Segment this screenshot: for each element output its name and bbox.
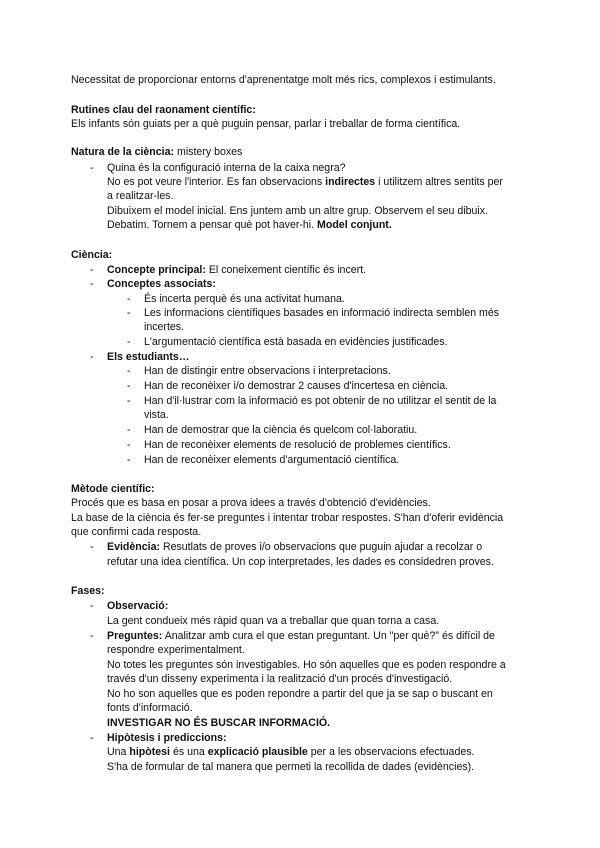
observacio-text: La gent condueix més ràpid quan va a treballar que quan torna a casa. (107, 615, 440, 627)
metode-line-1: Procés que es basa en posar a prova idees a través d'obtenció d'evidències. (71, 497, 431, 509)
evidencia-line-2: refutar una idea científica. Un cop interpretades, les dades es considedren proves. (107, 556, 494, 568)
bullet-dash: - (90, 630, 94, 642)
estudiant-item: Han de reconèixer elements d'argumentació científica. (144, 454, 400, 466)
heading-fases: Fases: (71, 585, 105, 597)
bullet-dash: - (90, 264, 94, 276)
associat-item: Les informacions científiques basades en informació indirecta semblen més (144, 307, 500, 319)
associat-item: L'argumentació científica està basada en evidències justificades. (144, 336, 448, 348)
heading-metode: Mètode científic: (71, 483, 155, 495)
els-estudiants: Els estudiants… (107, 351, 190, 363)
estudiant-item: Han de reconèixer i/o demostrar 2 causes d'incertesa en ciència. (144, 380, 449, 392)
heading-rutines: Rutines clau del raonament científic: (71, 104, 256, 116)
preguntes-line-1: Preguntes: Analitzar amb cura el que estan preguntant. Un "per què?" és difícil de (107, 630, 495, 642)
associat-item: És incerta perquè és una activitat humana. (144, 293, 345, 305)
rutines-text: Els infants són guiats per a què puguin pensar, parlar i treballar de forma científica. (71, 118, 461, 130)
preguntes-line-4: través d'un disseny experimenta i la realització d'un procés d'investigació. (107, 673, 453, 685)
bullet-dash: - (127, 395, 131, 407)
bullet-dash: - (90, 600, 94, 612)
bullet-dash: - (127, 439, 131, 451)
preguntes-line-3: No totes les preguntes són investigables. Ho són aquelles que es poden respondre a (107, 659, 506, 671)
natura-line-4: Debatim. Tornem a pensar què pot haver-hi. Model conjunt. (107, 219, 392, 231)
natura-line-1: No es pot veure l'interior. Es fan observacions indirectes i utilitzem altres sentits per (107, 176, 503, 188)
investigar-note: INVESTIGAR NO ÉS BUSCAR INFORMACIÓ. (107, 717, 331, 729)
hipotesis-line-1: Una hipòtesi és una explicació plausible per a les observacions efectuades. (107, 746, 475, 758)
bullet-dash: - (127, 307, 131, 319)
heading-ciencia: Ciència: (71, 249, 113, 261)
natura-question: Quina és la configuració interna de la caixa negra? (107, 162, 346, 174)
bullet-dash: - (127, 424, 131, 436)
bullet-dash: - (127, 293, 131, 305)
estudiant-item: Han de distingir entre observacions i interpretacions. (144, 365, 391, 377)
preguntes-line-2: respondre experimentalment. (107, 644, 245, 656)
observacio-label: Observació: (107, 600, 169, 612)
bullet-dash: - (90, 351, 94, 363)
hipotesis-label: Hipòtesis i prediccions: (107, 732, 227, 744)
bullet-dash: - (90, 278, 94, 290)
preguntes-line-5: No ho son aquelles que es poden repondre a partir del que ja se sap o buscant en (107, 688, 493, 700)
heading-natura: Natura de la ciència: (71, 146, 175, 158)
estudiant-item: Han de demostrar que la ciència és quelcom col·laboratiu. (144, 424, 418, 436)
estudiant-item-cont: vista. (144, 409, 169, 421)
intro-text: Necessitat de proporcionar entorns d'aprenentatge molt més rics, complexos i estimulants. (71, 74, 496, 86)
natura-line-2: a realitzar-les. (107, 190, 174, 202)
metode-line-2: La base de la ciència és fer-se preguntes i intentar trobar respostes. S'han d'oferir evidència (71, 512, 504, 524)
bullet-dash: - (90, 732, 94, 744)
preguntes-line-6: fonts d'informació. (107, 702, 193, 714)
bullet-dash: - (90, 541, 94, 553)
hipotesis-line-2: S'ha de formular de tal manera que permeti la recollida de dades (evidències). (107, 761, 475, 773)
estudiant-item: Han d'il·lustrar com la informació es pot obtenir de no utilitzar el sentit de la (144, 395, 497, 407)
natura-subject: mistery boxes (174, 146, 243, 158)
bullet-dash: - (127, 380, 131, 392)
bullet-dash: - (127, 365, 131, 377)
conceptes-associats: Conceptes associats: (107, 278, 216, 290)
evidencia-line-1: Evidència: Resutlats de proves i/o observacions que puguin ajudar a recolzar o (107, 541, 483, 553)
natura-line-3: Dibuixem el model inicial. Ens juntem amb un altre grup. Observem el seu dibuix. (107, 205, 488, 217)
bullet-dash: - (127, 454, 131, 466)
bullet-dash: - (90, 162, 94, 174)
bullet-dash: - (127, 336, 131, 348)
concepte-principal: Concepte principal: El coneixement científic és incert. (107, 264, 367, 276)
metode-line-3: que confirmi cada resposta. (71, 526, 202, 538)
associat-item-cont: incertes. (144, 321, 185, 333)
estudiant-item: Han de reconèixer elements de resolució de problemes científics. (144, 439, 451, 451)
natura-line (71, 145, 242, 159)
